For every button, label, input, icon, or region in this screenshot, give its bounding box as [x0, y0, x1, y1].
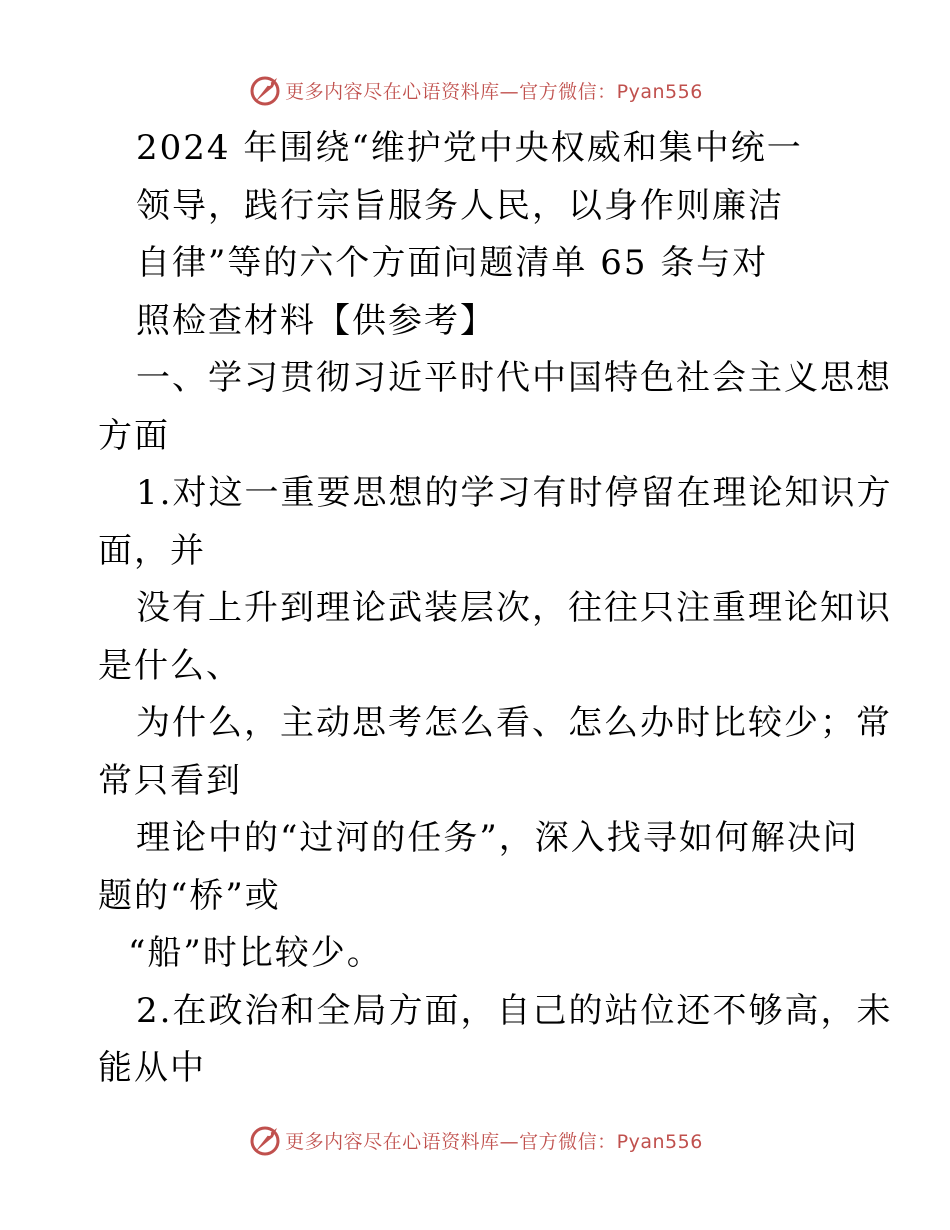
section-heading: 一、学习贯彻习近平时代中国特色社会主义思想 — [136, 358, 892, 398]
paragraph-line: 没有上升到理论武装层次，往往只注重理论知识 — [136, 588, 892, 628]
paragraph-line: 能从中 — [98, 1048, 206, 1088]
paragraph-line: 常只看到 — [98, 760, 242, 801]
pen-nib-logo-icon — [247, 72, 283, 108]
watermark-text: 更多内容尽在心语资料库—官方微信：Pyan556 — [285, 80, 703, 103]
paragraph-line: 题的“桥”或 — [98, 875, 281, 916]
watermark-text: 更多内容尽在心语资料库—官方微信：Pyan556 — [285, 1130, 703, 1153]
document-body — [98, 120, 893, 1098]
paragraph-line: 理论中的“过河的任务”，深入找寻如何解决问 — [136, 818, 859, 858]
paragraph-line: “船”时比较少。 — [128, 933, 383, 973]
title-line: 自律”等的六个方面问题清单 65 条与对 — [136, 243, 769, 283]
footer-watermark-banner — [0, 1118, 950, 1162]
title-line: 2024 年围绕“维护党中央权威和集中统一 — [136, 128, 803, 168]
paragraph-line: 是什么、 — [98, 645, 242, 686]
paragraph-line: 为什么，主动思考怎么看、怎么办时比较少；常 — [136, 703, 892, 743]
paragraph-line: 面，并 — [98, 530, 206, 571]
paragraph-line: 1.对这一重要思想的学习有时停留在理论知识方 — [136, 473, 893, 513]
section-heading-cont: 方面 — [98, 415, 170, 456]
header-watermark-banner — [0, 68, 950, 112]
pen-nib-logo-icon — [247, 1122, 283, 1158]
title-line: 照检查材料【供参考】 — [136, 300, 496, 341]
paragraph-line: 2.在政治和全局方面，自己的站位还不够高，未 — [136, 990, 893, 1031]
title-line: 领导，践行宗旨服务人民，以身作则廉洁 — [136, 185, 784, 226]
